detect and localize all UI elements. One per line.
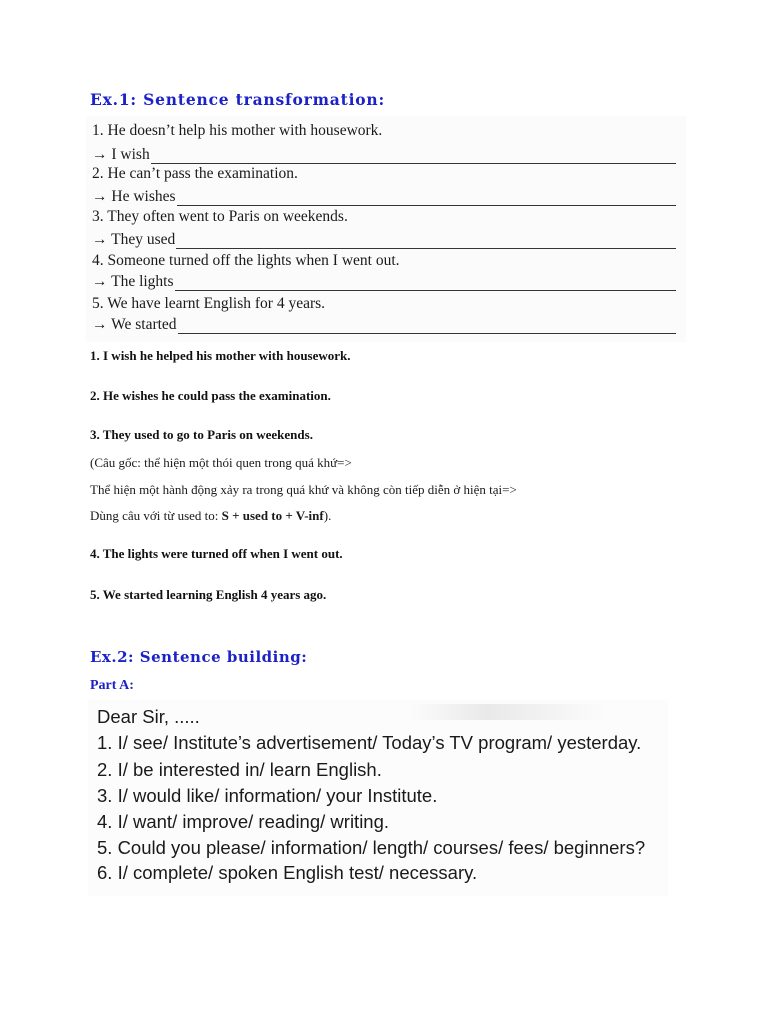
ex1-prompt-3: → They used [92,231,176,248]
scan-smudge [408,704,608,720]
ex1-heading: Ex.1: Sentence transformation: [90,90,386,109]
ex1-prompt-5: → We started [92,316,177,333]
ex1-question-1: 1. He doesn’t help his mother with housework. [92,122,383,139]
ex1-answer-5: 5. We started learning English 4 years ago. [90,587,327,602]
blank-line [175,276,676,291]
ex1-answer-1: 1. I wish he helped his mother with housework. [90,348,351,363]
ex1-question-3: 3. They often went to Paris on weekends. [92,208,348,225]
ex1-prompt-1: → I wish [92,146,150,163]
ex1-note-1: (Câu gốc: thể hiện một thói quen trong quá khứ=> [90,455,352,470]
ex1-note-2: Thể hiện một hành động xảy ra trong quá khứ và không còn tiếp diễn ở hiện tại=> [90,482,517,497]
used-to-formula: S + used to + V-inf [221,508,324,523]
ex1-answer-line-1 [92,146,676,164]
ex2-item-2: 2. I/ be interested in/ learn English. [97,759,382,780]
ex1-answer-line-5 [92,316,676,334]
ex2-scanned-exercise [88,700,668,896]
ex2-greeting: Dear Sir, ..... [97,706,200,727]
ex2-item-4: 4. I/ want/ improve/ reading/ writing. [97,811,390,832]
ex1-answer-2: 2. He wishes he could pass the examination. [90,388,331,403]
part-a-label: Part A: [90,678,134,693]
ex1-note-3 [90,508,331,524]
ex1-question-2: 2. He can’t pass the examination. [92,165,298,182]
ex2-item-5: 5. Could you please/ information/ length/ courses/ fees/ beginners? [97,837,646,858]
ex1-answer-line-4 [92,273,676,291]
ex1-answer-line-2 [92,188,676,206]
ex1-answer-3: 3. They used to go to Paris on weekends. [90,427,313,442]
ex1-question-4: 4. Someone turned off the lights when I went out. [92,252,400,269]
ex1-scanned-exercise [86,116,686,342]
ex1-prompt-4: → The lights [92,273,174,290]
blank-line [151,149,676,164]
ex2-item-6: 6. I/ complete/ spoken English test/ necessary. [97,862,478,883]
ex2-item-3: 3. I/ would like/ information/ your Institute. [97,785,438,806]
ex1-answer-line-3 [92,231,676,249]
note-3-suffix: ). [323,508,332,523]
ex1-question-5: 5. We have learnt English for 4 years. [92,295,326,312]
ex2-item-1: 1. I/ see/ Institute’s advertisement/ Today’s TV program/ yesterday. [97,732,642,753]
blank-line [176,234,676,249]
blank-line [177,191,676,206]
ex1-prompt-2: → He wishes [92,188,176,205]
blank-line [178,319,676,334]
note-3-prefix: Dùng câu với từ used to: [90,508,222,523]
ex1-answer-4: 4. The lights were turned off when I went out. [90,546,343,561]
ex2-heading: Ex.2: Sentence building: [90,648,308,666]
